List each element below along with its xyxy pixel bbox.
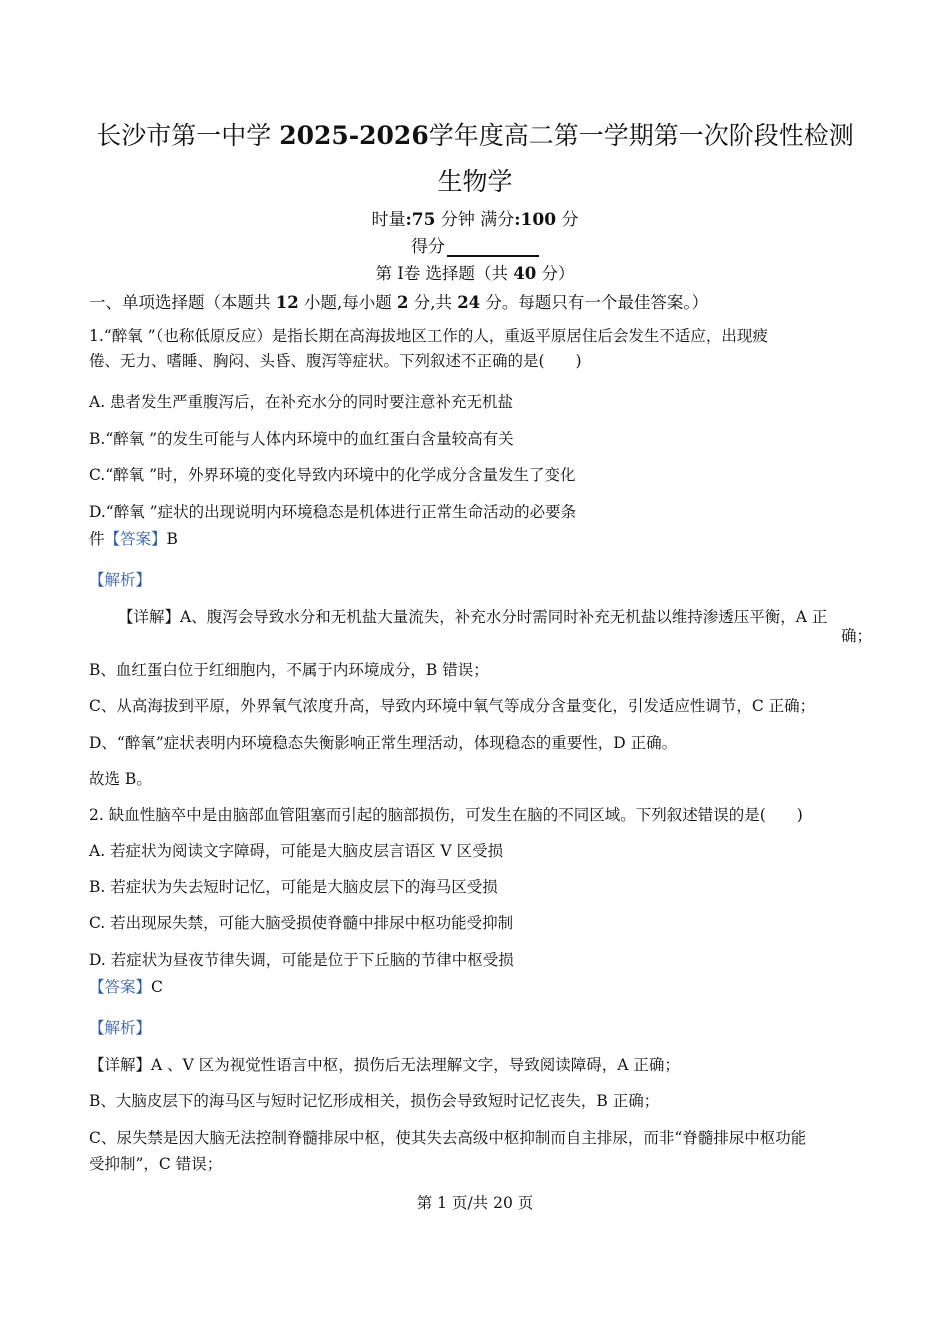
exam-title: [0, 116, 950, 152]
volume-prefix: 第 Ⅰ卷 选择题（共: [375, 264, 514, 283]
part-heading-text-1: 一、单项选择题（本题共: [89, 293, 276, 312]
exam-subject: [0, 162, 950, 198]
part-heading: [89, 289, 708, 313]
q1-answer-value: B: [166, 530, 178, 548]
q1-answer-label: 【答案】: [104, 530, 167, 548]
part-heading-text-4: 分。每题只有一个最佳答案。）: [480, 293, 709, 312]
q2-answer-value: C: [151, 978, 163, 996]
part-question-count: 12: [275, 293, 299, 312]
volume-heading: [0, 260, 950, 284]
part-points-total: 24: [457, 293, 481, 312]
q2-option-d: D. 若症状为昼夜节律失调，可能是位于下丘脑的节律中枢受损: [89, 951, 514, 969]
q1-conclusion: 故选 B。: [89, 770, 152, 788]
q1-detail-label: 【详解】: [118, 608, 181, 626]
q1-option-d-line1: D.“醉氧 ”症状的出现说明内环境稳态是机体进行正常生命活动的必要条: [89, 503, 577, 521]
q2-option-a: A. 若症状为阅读文字障碍，可能是大脑皮层言语区 V 区受损: [89, 842, 504, 860]
score-blank-label: 得分: [411, 237, 445, 257]
volume-suffix: 分）: [536, 264, 575, 283]
q1-analysis-label: 【解析】: [89, 571, 152, 589]
q2-answer: [89, 975, 163, 997]
score-value: :100: [514, 210, 557, 230]
time-label: 时量: [371, 210, 406, 230]
subject-label: 生物学: [437, 167, 513, 196]
q2-detail-b: B、大脑皮层下的海马区与短时记忆形成相关，损伤会导致短时记忆丧失，B 正确；: [89, 1092, 660, 1110]
q2-detail-label: 【详解】: [89, 1056, 152, 1074]
q2-option-b: B. 若症状为失去短时记忆，可能是大脑皮层下的海马区受损: [89, 878, 498, 896]
score-blank-line: [0, 232, 950, 257]
title-school: 长沙市第一中学: [96, 121, 280, 150]
q1-detail-a-line1: [118, 605, 827, 627]
q1-stem-line1: 1.“醉氧 ”（也称低原反应）是指长期在高海拔地区工作的人，重返平原居住后会发生不适应，出现疲: [89, 327, 768, 345]
q2-answer-label: 【答案】: [89, 978, 152, 996]
time-score-line: [0, 205, 950, 230]
score-blank[interactable]: [447, 239, 539, 257]
q2-detail-a: [89, 1053, 680, 1075]
q2-option-c: C. 若出现尿失禁，可能大脑受损使脊髓中排尿中枢功能受抑制: [89, 914, 514, 932]
q1-option-d-line2: [89, 527, 178, 549]
q1-detail-a-line2: 确；: [840, 627, 872, 645]
title-exam-name: 学年度高二第一学期第一次阶段性检测: [428, 121, 854, 150]
q1-detail-b: B、血红蛋白位于红细胞内，不属于内环境成分，B 错误；: [89, 661, 489, 679]
volume-points: 40: [513, 264, 537, 283]
q1-option-b: B.“醉氧 ”的发生可能与人体内环境中的血红蛋白含量较高有关: [89, 430, 514, 448]
q1-detail-c: C、从高海拔到平原，外界氧气浓度升高，导致内环境中氧气等成分含量变化，引发适应性调节，C 正确；: [89, 697, 816, 715]
time-unit: 分钟 满分: [435, 210, 515, 230]
q2-stem: 2. 缺血性脑卒中是由脑部血管阻塞而引起的脑部损伤，可发生在脑的不同区域。下列叙述错误的是( ): [89, 806, 803, 824]
time-value: :75: [405, 210, 436, 230]
q2-detail-a-text: A 、V 区为视觉性语言中枢，损伤后无法理解文字，导致阅读障碍，A 正确；: [151, 1056, 680, 1074]
q2-detail-c-line2: 受抑制”，C 错误；: [89, 1155, 223, 1173]
q2-analysis-label: 【解析】: [89, 1019, 152, 1037]
q1-detail-a-text: A、腹泻会导致水分和无机盐大量流失，补充水分时需同时补充无机盐以维持渗透压平衡，A 正: [180, 608, 828, 626]
page-number: 第 1 页/共 20 页: [416, 1194, 534, 1212]
score-unit: 分: [556, 210, 579, 230]
q1-option-d-tail: 件: [89, 530, 105, 548]
part-heading-text-2: 小题,每小题: [298, 293, 397, 312]
q1-detail-d: D、“醉氧”症状表明内环境稳态失衡影响正常生理活动，体现稳态的重要性，D 正确。: [89, 734, 678, 752]
q2-detail-c-line1: C、尿失禁是因大脑无法控制脊髓排尿中枢，使其失去高级中枢抑制而自主排尿，而非“脊髓排尿中枢功能: [89, 1129, 807, 1147]
q1-option-a: A. 患者发生严重腹泻后，在补充水分的同时要注意补充无机盐: [89, 393, 514, 411]
q1-option-c: C.“醉氧 ”时，外界环境的变化导致内环境中的化学成分含量发生了变化: [89, 466, 576, 484]
part-points-each: 2: [396, 293, 409, 312]
q1-stem-line2: 倦、无力、嗜睡、胸闷、头昏、腹泻等症状。下列叙述不正确的是( ): [89, 352, 582, 370]
part-heading-text-3: 分,共: [408, 293, 458, 312]
title-years: 2025-2026: [279, 121, 429, 150]
